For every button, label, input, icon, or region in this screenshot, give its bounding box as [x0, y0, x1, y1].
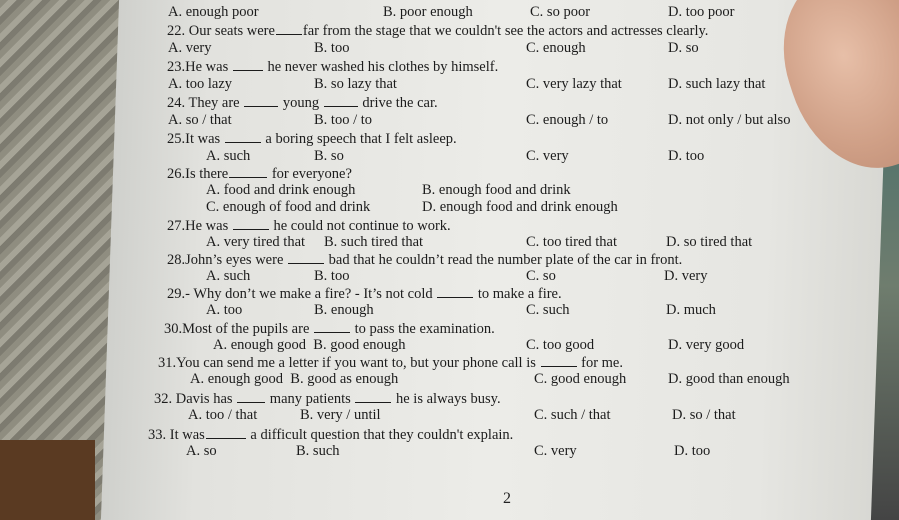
- option-a: A. enough good B. good as enough: [190, 371, 399, 387]
- option-a: A. too: [206, 302, 243, 318]
- option-a: A. very tired that: [206, 234, 306, 250]
- option-d: D. very good: [668, 337, 745, 353]
- option-b: B. too / to: [314, 112, 373, 128]
- option-a: A. very: [168, 40, 212, 56]
- option-d: D. too: [674, 443, 711, 459]
- question-stem: 27.He was he could not continue to work.: [167, 218, 451, 234]
- question-stem: 22. Our seats were far from the stage that we couldn't see the actors and actresses clearly.: [167, 23, 709, 39]
- option-d: D. good than enough: [668, 371, 790, 387]
- option-a: A. such: [206, 148, 251, 164]
- option-b: B. very / until: [300, 407, 381, 423]
- option-b: B. too: [314, 268, 350, 284]
- option-c: C. so: [526, 268, 556, 284]
- option-d: D. so tired that: [666, 234, 753, 250]
- option-a: A. so: [186, 443, 217, 459]
- option-d: D. not only / but also: [668, 112, 791, 128]
- option-c: C. good enough: [534, 371, 627, 387]
- option-c: C. very: [534, 443, 577, 459]
- background-table-edge: [0, 440, 95, 520]
- question-stem: 28.John’s eyes were bad that he couldn’t read the number plate of the car in front.: [167, 252, 683, 268]
- option-b: B. too: [314, 40, 350, 56]
- option-a: A. so / that: [168, 112, 232, 128]
- option-c: C. such / that: [534, 407, 611, 423]
- option-d: D. very: [664, 268, 708, 284]
- option-c: C. so poor: [530, 4, 591, 20]
- option-d: D. such lazy that: [668, 76, 766, 92]
- question-stem: 23.He was he never washed his clothes by himself.: [167, 59, 499, 75]
- question-stem: 26.Is there for everyone?: [167, 166, 352, 182]
- option-c: C. enough of food and drink: [206, 199, 371, 215]
- question-stem: 24. They are young drive the car.: [167, 95, 438, 111]
- option-d: D. so / that: [672, 407, 736, 423]
- option-a: A. enough good B. good enough: [213, 337, 406, 353]
- page-number: 2: [503, 490, 511, 507]
- option-b: B. enough: [314, 302, 374, 318]
- option-a: A. such: [206, 268, 251, 284]
- question-stem: 30.Most of the pupils are to pass the examination.: [164, 321, 495, 337]
- option-a: A. too / that: [188, 407, 258, 423]
- option-b: B. so lazy that: [314, 76, 397, 92]
- option-b: B. poor enough: [383, 4, 473, 20]
- option-c: C. enough: [526, 40, 586, 56]
- option-b: B. so: [314, 148, 344, 164]
- option-c: C. very: [526, 148, 569, 164]
- question-stem: 31.You can send me a letter if you want to, but your phone call is for me.: [158, 355, 623, 371]
- option-d: D. too: [668, 148, 705, 164]
- option-d: D. much: [666, 302, 716, 318]
- option-d: D. enough food and drink enough: [422, 199, 618, 215]
- option-c: C. enough / to: [526, 112, 609, 128]
- question-stem: 32. Davis has many patients he is always busy.: [154, 391, 501, 407]
- option-a: A. enough poor: [168, 4, 259, 20]
- option-c: C. too tired that: [526, 234, 618, 250]
- option-d: D. too poor: [668, 4, 735, 20]
- question-stem: 25.It was a boring speech that I felt asleep.: [167, 131, 457, 147]
- option-d: D. so: [668, 40, 699, 56]
- option-a: A. too lazy: [168, 76, 233, 92]
- option-a: A. food and drink enough: [206, 182, 356, 198]
- option-b: B. such: [296, 443, 340, 459]
- option-c: C. such: [526, 302, 570, 318]
- question-stem: 33. It was a difficult question that they couldn't explain.: [148, 427, 514, 443]
- question-stem: 29.- Why don’t we make a fire? - It’s not cold to make a fire.: [167, 286, 562, 302]
- option-b: B. such tired that: [324, 234, 424, 250]
- option-b: B. enough food and drink: [422, 182, 571, 198]
- option-c: C. very lazy that: [526, 76, 622, 92]
- option-c: C. too good: [526, 337, 595, 353]
